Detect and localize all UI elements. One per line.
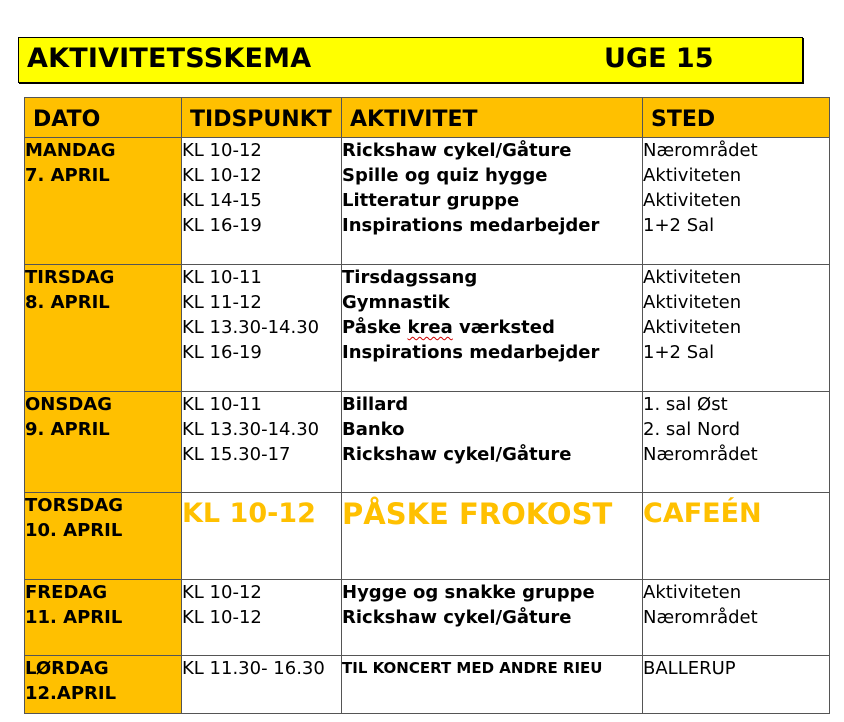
day-label: TORSDAG (25, 495, 124, 516)
place-label: Nærområdet (643, 444, 758, 465)
place-label: Nærområdet (643, 140, 758, 161)
activity-cell (342, 265, 643, 392)
table-row (25, 580, 830, 656)
place-cell (643, 138, 830, 265)
day-label: MANDAG (25, 140, 116, 161)
column-header-aktivitet: AKTIVITET (342, 98, 643, 138)
place-cell (643, 580, 830, 656)
place-label: Aktiviteten (643, 317, 742, 338)
time-cell (182, 265, 342, 392)
day-label: ONSDAG (25, 394, 112, 415)
time-cell (182, 138, 342, 265)
date-label: 9. APRIL (25, 419, 110, 440)
week-label: UGE 15 (604, 43, 714, 74)
date-label: 7. APRIL (25, 165, 110, 186)
time-cell (182, 580, 342, 656)
date-cell (25, 138, 182, 265)
date-cell (25, 580, 182, 656)
place-label: Aktiviteten (643, 582, 742, 603)
place-label: Aktiviteten (643, 292, 742, 313)
activity-label: Litteratur gruppe (342, 190, 520, 211)
date-cell (25, 656, 182, 714)
date-label: 8. APRIL (25, 292, 110, 313)
time-label: KL 15.30-17 (182, 444, 291, 465)
spellcheck-underline: krea (407, 317, 453, 338)
time-cell (182, 656, 342, 714)
activity-cell (342, 656, 643, 714)
activity-label: Inspirations medarbejder (342, 215, 600, 236)
activity-cell (342, 392, 643, 493)
day-label: TIRSDAG (25, 267, 115, 288)
title-bar (18, 37, 803, 83)
place-label: 1+2 Sal (643, 215, 715, 236)
date-cell (25, 493, 182, 580)
time-label: KL 11-12 (182, 292, 262, 313)
table-row (25, 265, 830, 392)
time-cell (182, 493, 342, 580)
place-label: Aktiviteten (643, 190, 742, 211)
activity-label: Rickshaw cykel/Gåture (342, 140, 572, 161)
activity-label: TIL KONCERT MED ANDRE RIEU (342, 659, 603, 677)
activity-cell (342, 580, 643, 656)
day-label: LØRDAG (25, 658, 109, 679)
activity-label: Hygge og snakke gruppe (342, 582, 595, 603)
activity-label: Banko (342, 419, 405, 440)
time-label: KL 10-12 (182, 498, 316, 529)
place-label: Nærområdet (643, 607, 758, 628)
activity-label: PÅSKE FROKOST (342, 497, 613, 531)
place-label: BALLERUP (643, 658, 736, 679)
time-cell (182, 392, 342, 493)
activity-cell (342, 138, 643, 265)
activity-cell (342, 493, 643, 580)
place-cell (643, 392, 830, 493)
time-label: KL 14-15 (182, 190, 262, 211)
time-label: KL 13.30-14.30 (182, 317, 320, 338)
activity-label: Spille og quiz hygge (342, 165, 548, 186)
table-row (25, 392, 830, 493)
time-label: KL 11.30- 16.30 (182, 658, 325, 679)
place-cell (643, 493, 830, 580)
day-label: FREDAG (25, 582, 108, 603)
date-label: 11. APRIL (25, 607, 123, 628)
place-label: Aktiviteten (643, 267, 742, 288)
date-cell (25, 392, 182, 493)
date-label: 12.APRIL (25, 683, 117, 704)
time-label: KL 10-12 (182, 607, 262, 628)
activity-label: Rickshaw cykel/Gåture (342, 607, 572, 628)
time-label: KL 16-19 (182, 215, 262, 236)
activity-label: Rickshaw cykel/Gåture (342, 444, 572, 465)
time-label: KL 10-11 (182, 267, 262, 288)
schedule-table (24, 97, 830, 714)
activity-label: Tirsdagssang (342, 267, 478, 288)
activity-label: Billard (342, 394, 409, 415)
table-row (25, 138, 830, 265)
time-label: KL 10-12 (182, 165, 262, 186)
place-cell (643, 265, 830, 392)
table-row (25, 656, 830, 714)
activity-label-with-spellcheck: Påske krea værksted (342, 317, 555, 338)
header-row (25, 98, 830, 138)
time-label: KL 10-11 (182, 394, 262, 415)
activity-label: Inspirations medarbejder (342, 342, 600, 363)
place-label: CAFEÉN (643, 498, 762, 529)
place-label: 2. sal Nord (643, 419, 741, 440)
time-label: KL 10-12 (182, 582, 262, 603)
column-header-sted: STED (643, 98, 830, 138)
date-label: 10. APRIL (25, 520, 123, 541)
page-title: AKTIVITETSSKEMA (27, 43, 312, 74)
column-header-dato: DATO (25, 98, 182, 138)
activity-label: Gymnastik (342, 292, 450, 313)
time-label: KL 10-12 (182, 140, 262, 161)
place-cell (643, 656, 830, 714)
place-label: Aktiviteten (643, 165, 742, 186)
table-row-highlight (25, 493, 830, 580)
time-label: KL 16-19 (182, 342, 262, 363)
place-label: 1+2 Sal (643, 342, 715, 363)
date-cell (25, 265, 182, 392)
column-header-tidspunkt: TIDSPUNKT (182, 98, 342, 138)
place-label: 1. sal Øst (643, 394, 728, 415)
time-label: KL 13.30-14.30 (182, 419, 320, 440)
